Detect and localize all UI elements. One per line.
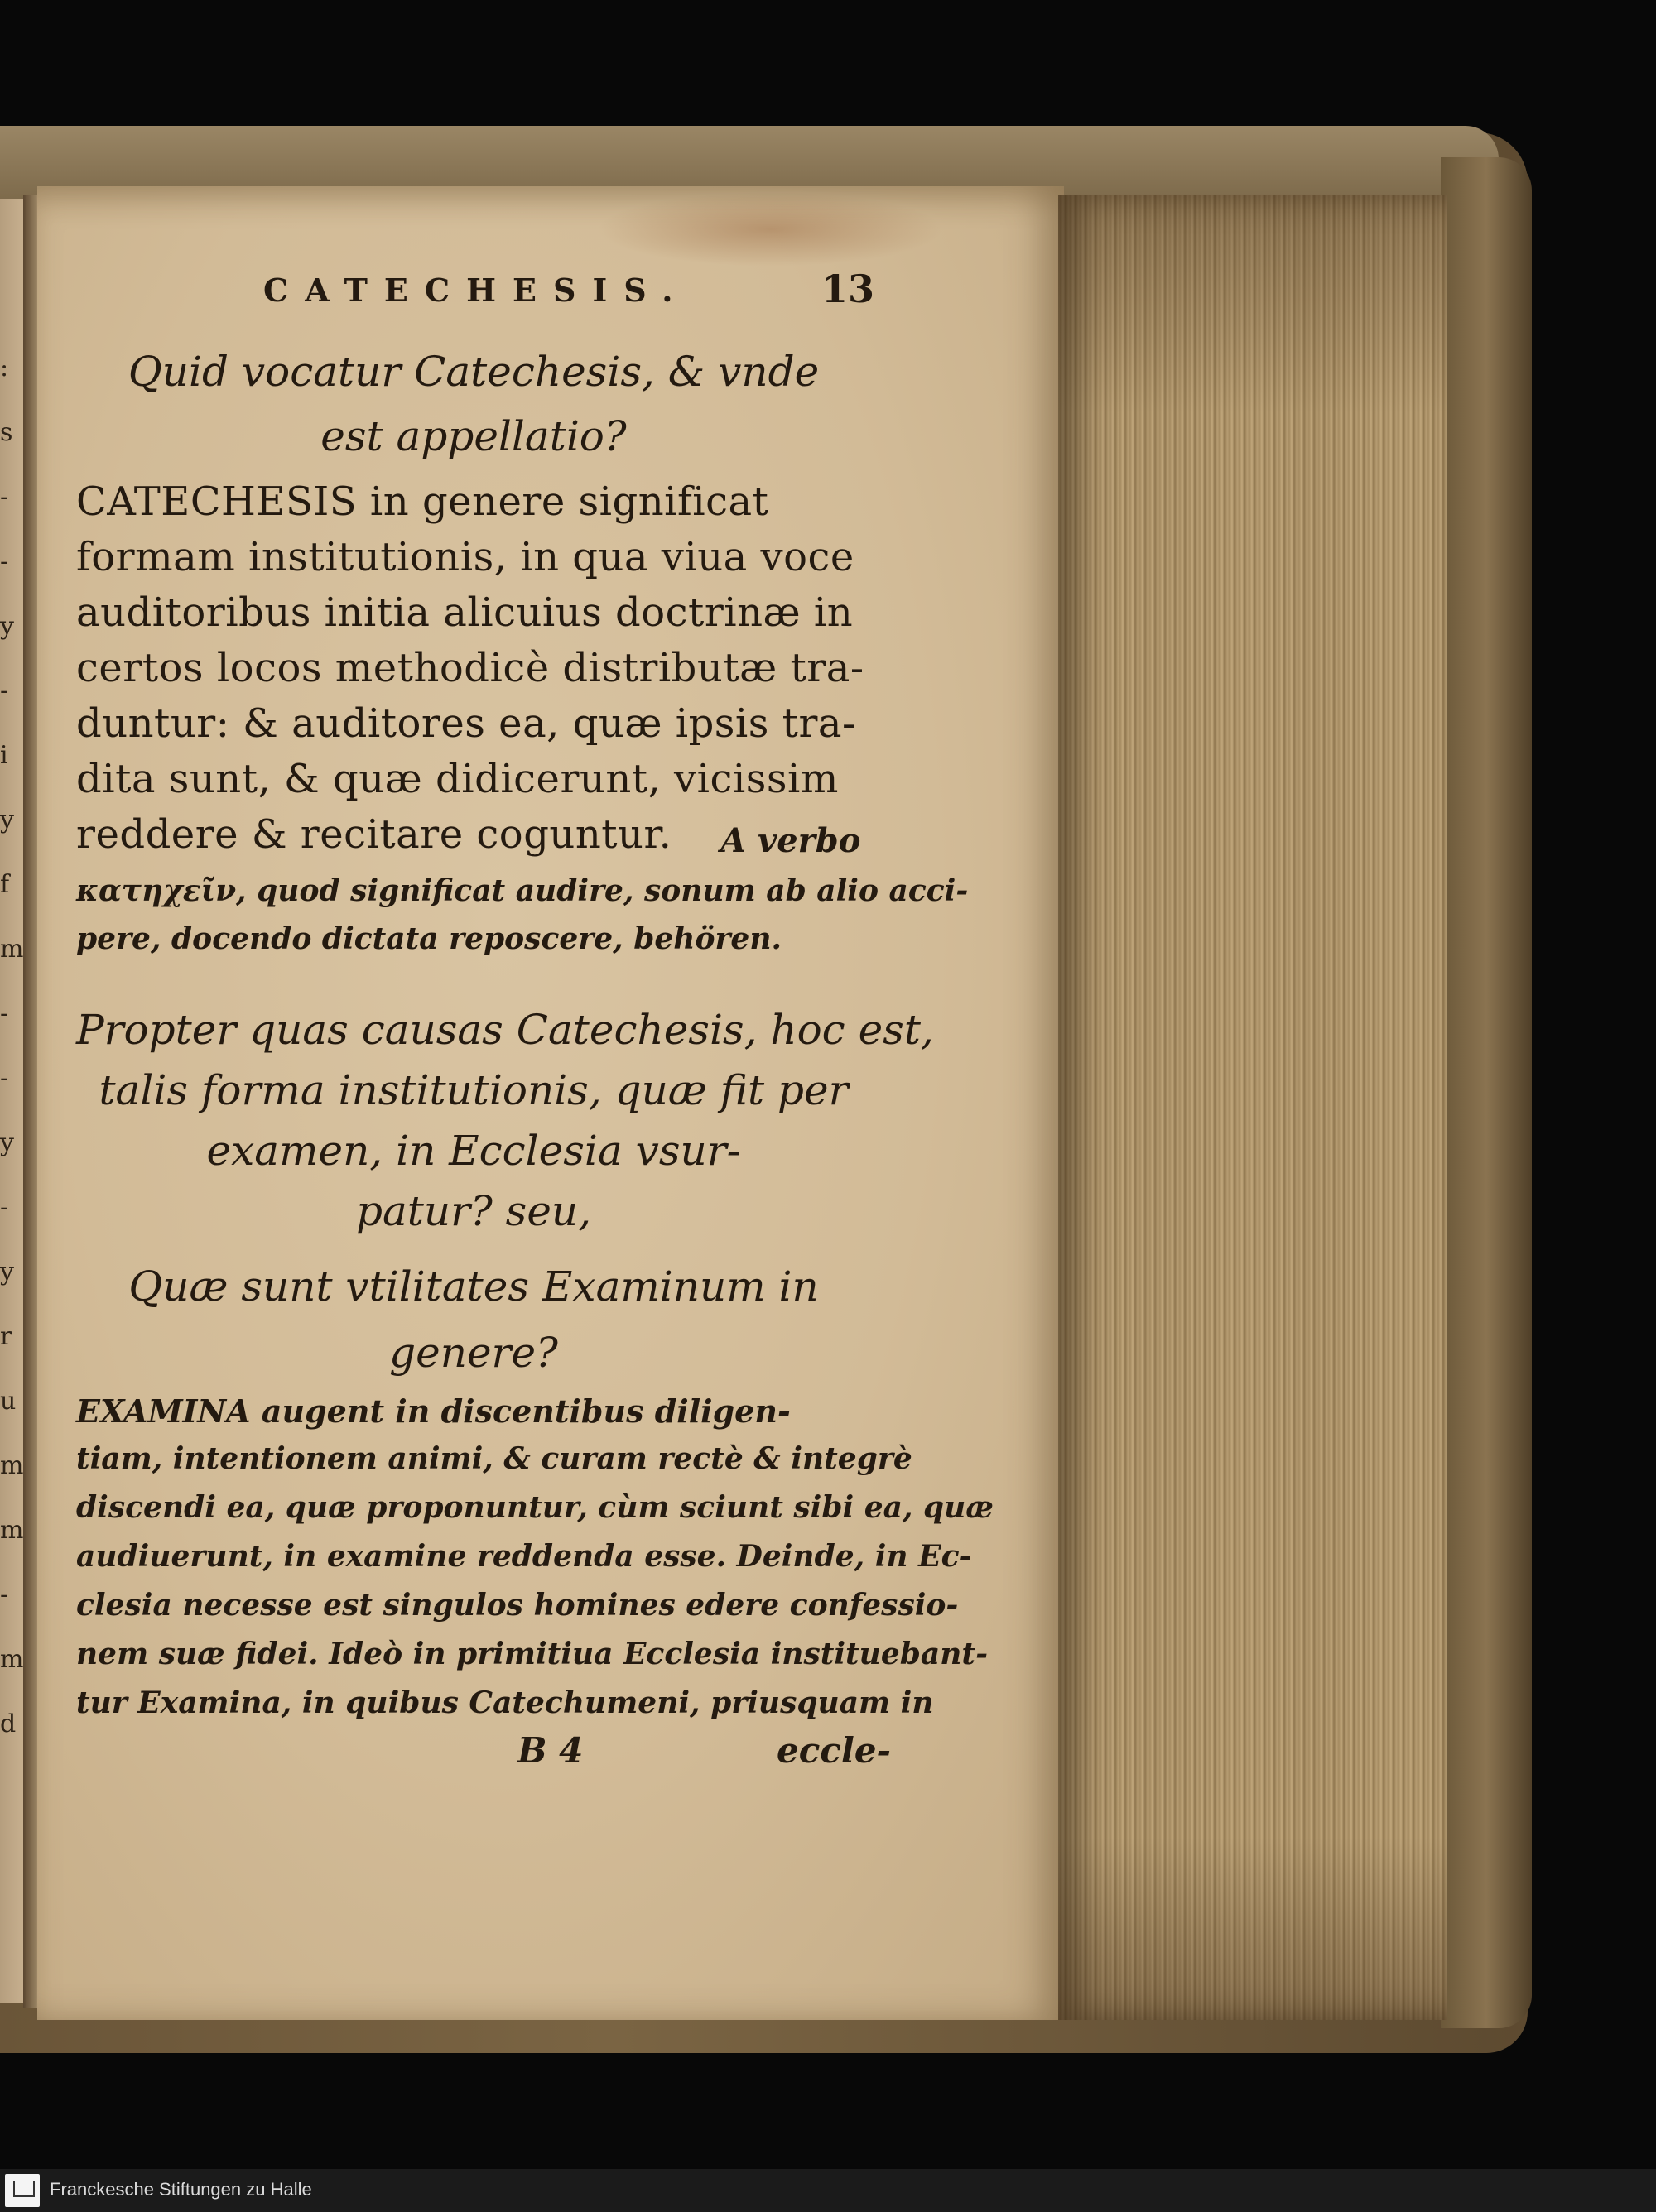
facing-page-fragment: m [0,1516,24,1545]
body-line: tur Examina, in quibus Catechumeni, priusquam in [76,1685,934,1720]
facing-page-fragment: i [0,741,8,770]
body-line: duntur: & auditores ea, quæ ipsis tra- [76,700,856,747]
question-heading-line: patur? seu, [355,1187,592,1235]
facing-page-fragment: - [0,1580,9,1609]
body-line: certos locos methodicè distributæ tra- [76,645,864,691]
gloss-line: κατηχεῖν, quod significat audire, sonum ab alio acci- [76,873,969,908]
question-heading-line: est appellatio? [320,412,627,460]
facing-page-fragment: f [0,870,10,899]
body-line: discendi ea, quæ proponuntur, cùm sciunt sibi ea, quæ [76,1490,994,1525]
page-number: 13 [821,267,875,311]
book-cover-fore-edge [1441,157,1532,2028]
facing-page-fragment: u [0,1387,17,1416]
body-line: clesia necesse est singulos homines edere confessio- [76,1588,959,1623]
question-heading-line: Quæ sunt vtilitates Examinum in [128,1262,819,1310]
question-heading-line: Propter quas causas Catechesis, hoc est, [76,1006,934,1054]
body-line: CATECHESIS in genere significat [76,478,769,525]
question-heading-line: Quid vocatur Catechesis, & vnde [128,348,820,396]
body-line: EXAMINA augent in discentibus diligen- [76,1392,791,1430]
facing-page-fragment: y [0,612,14,641]
body-line: nem suæ fidei. Ideò in primitiua Ecclesia instituebant- [76,1637,989,1671]
catchword: eccle- [777,1730,891,1771]
facing-page-fragment: : [0,353,9,382]
facing-page-fragment: - [0,1193,9,1222]
facing-page-fragment: - [0,1064,9,1093]
facing-page-fragment: y [0,1257,14,1286]
body-line: reddere & recitare coguntur. [76,811,672,858]
body-line: tiam, intentionem animi, & curam rectè & integrè [76,1441,912,1476]
question-heading-line: genere? [389,1329,558,1377]
signature-mark: B 4 [518,1730,584,1771]
facing-page-fragment: y [0,805,14,834]
facing-page-fragment: d [0,1709,17,1738]
footer-bar [0,2169,1656,2212]
facing-page-fragment: - [0,547,9,576]
institution-credit: Franckesche Stiftungen zu Halle [50,2179,312,2200]
institution-logo-icon [5,2174,40,2207]
facing-page-fragment: - [0,676,9,705]
body-line: auditoribus initia alicuius doctrinæ in [76,589,854,636]
gloss-line: pere, docendo dictata reposcere, behören. [76,921,782,956]
facing-page-fragment: - [0,483,9,512]
facing-page-fragment: m [0,935,24,964]
facing-page-fragment: m [0,1451,24,1480]
facing-page-fragment: m [0,1645,24,1674]
page-stain [596,192,944,267]
facing-page-fragment: - [0,999,9,1028]
facing-page-fragment: y [0,1128,14,1157]
running-head: CATECHESIS. [263,272,690,309]
question-heading-line: examen, in Ecclesia vsur- [206,1127,741,1175]
body-line: audiuerunt, in examine reddenda esse. Deinde, in Ec- [76,1539,972,1574]
question-heading-line: talis forma institutionis, quæ fit per [99,1066,849,1114]
facing-page-fragment: r [0,1322,12,1351]
gloss-start: A verbo [720,821,861,860]
body-line: formam institutionis, in qua viua voce [76,534,854,580]
facing-page-fragment: s [0,418,13,447]
body-line: dita sunt, & quæ didicerunt, vicissim [76,756,839,802]
page-block-shading [1058,195,1447,2020]
